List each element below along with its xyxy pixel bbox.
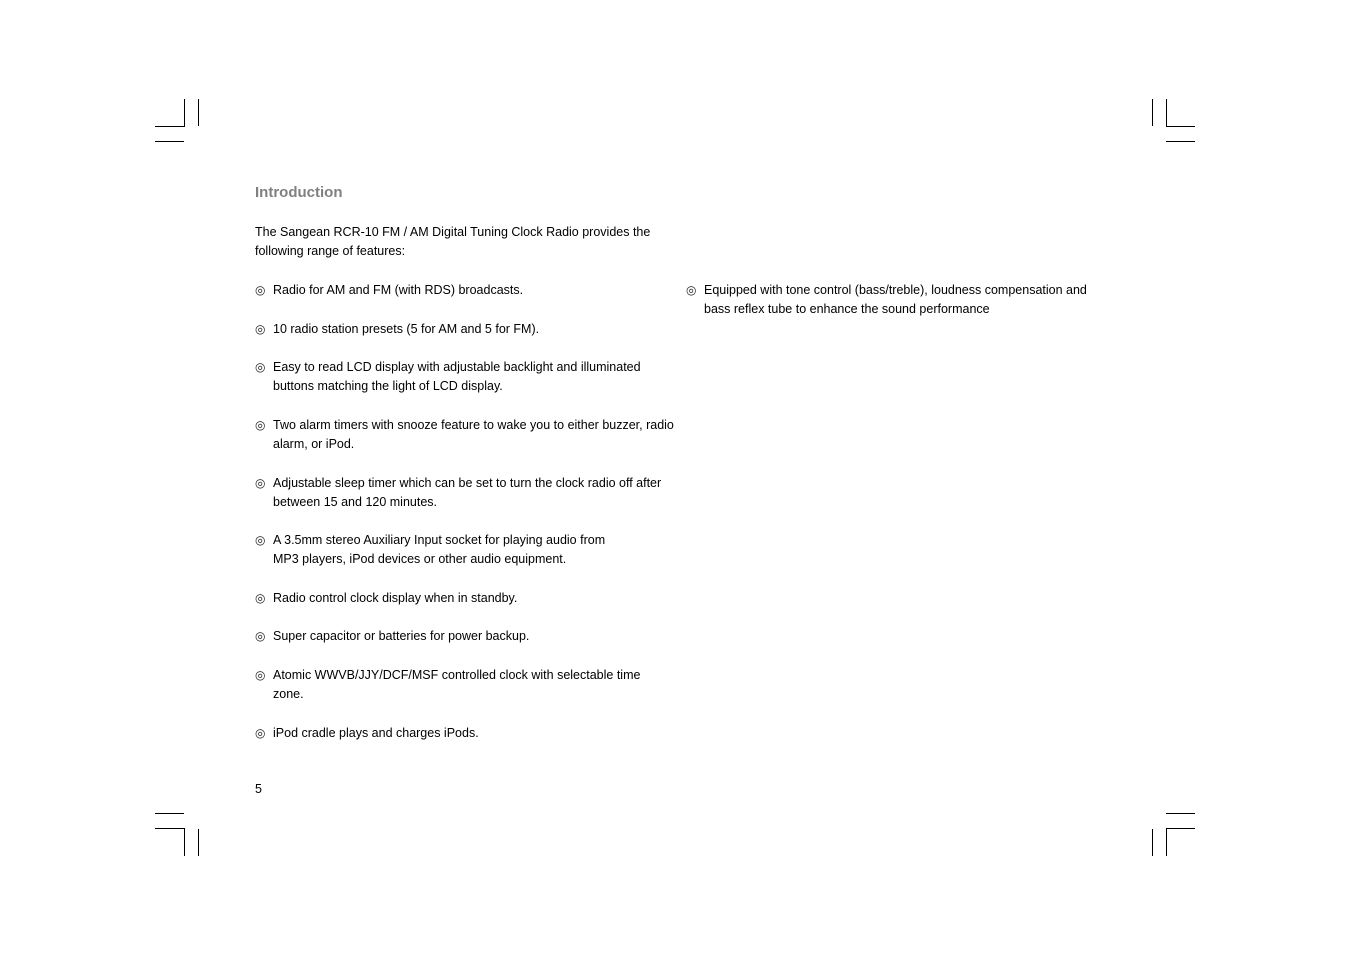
bullet-icon: ◎ — [255, 283, 266, 297]
feature-item — [255, 666, 653, 704]
feature-text: Radio for AM and FM (with RDS) broadcasts. — [273, 283, 524, 297]
feature-text: Adjustable sleep timer which can be set to turn the clock radio off after between 15 and 120 minutes. — [273, 476, 662, 509]
bullet-icon: ◎ — [255, 360, 266, 374]
feature-item — [255, 474, 678, 512]
feature-text: A 3.5mm stereo Auxiliary Input socket for playing audio from MP3 players, iPod devices or other audio equipment. — [273, 533, 606, 566]
bullet-icon: ◎ — [255, 668, 266, 682]
bullet-icon: ◎ — [255, 418, 266, 432]
bullet-icon: ◎ — [255, 322, 266, 336]
feature-item — [686, 281, 1104, 319]
crop-mark — [1166, 813, 1195, 814]
crop-mark — [184, 99, 185, 127]
crop-mark — [155, 141, 184, 142]
feature-item — [255, 589, 678, 608]
crop-mark — [1166, 99, 1167, 127]
feature-text: Super capacitor or batteries for power backup. — [273, 629, 530, 643]
bullet-icon: ◎ — [255, 591, 266, 605]
feature-item — [255, 416, 678, 454]
crop-mark — [198, 829, 199, 856]
crop-mark — [1166, 126, 1195, 127]
crop-mark — [198, 99, 199, 126]
section-title: Introduction — [255, 184, 343, 201]
feature-item — [255, 724, 678, 743]
intro-paragraph: The Sangean RCR-10 FM / AM Digital Tuning Clock Radio provides the following range of features: — [255, 225, 651, 258]
feature-item — [255, 358, 678, 396]
feature-text: Equipped with tone control (bass/treble), loudness compensation and bass reflex tube to enhance the sound performance — [704, 283, 1087, 316]
feature-item — [255, 627, 678, 646]
crop-mark — [1166, 141, 1195, 142]
feature-text: Radio control clock display when in standby. — [273, 591, 518, 605]
page-number: 5 — [255, 782, 262, 796]
bullet-icon: ◎ — [255, 629, 266, 643]
feature-text: Two alarm timers with snooze feature to wake you to either buzzer, radio alarm, or iPod. — [273, 418, 674, 451]
crop-mark — [155, 828, 184, 829]
crop-mark — [155, 813, 184, 814]
feature-item — [255, 281, 678, 300]
crop-mark — [1166, 828, 1195, 829]
feature-item — [255, 320, 678, 339]
crop-mark — [184, 828, 185, 856]
bullet-icon: ◎ — [686, 283, 697, 297]
feature-text: 10 radio station presets (5 for AM and 5 for FM). — [273, 322, 540, 336]
bullet-icon: ◎ — [255, 476, 266, 490]
feature-text: Atomic WWVB/JJY/DCF/MSF controlled clock with selectable time zone. — [273, 668, 641, 701]
bullet-icon: ◎ — [255, 726, 266, 740]
feature-text: iPod cradle plays and charges iPods. — [273, 726, 479, 740]
bullet-icon: ◎ — [255, 533, 266, 547]
crop-mark — [155, 126, 184, 127]
crop-mark — [1152, 829, 1153, 856]
crop-mark — [1166, 828, 1167, 856]
crop-mark — [1152, 99, 1153, 126]
feature-item — [255, 531, 633, 569]
feature-text: Easy to read LCD display with adjustable backlight and illuminated buttons matching the light of LCD display. — [273, 360, 641, 393]
